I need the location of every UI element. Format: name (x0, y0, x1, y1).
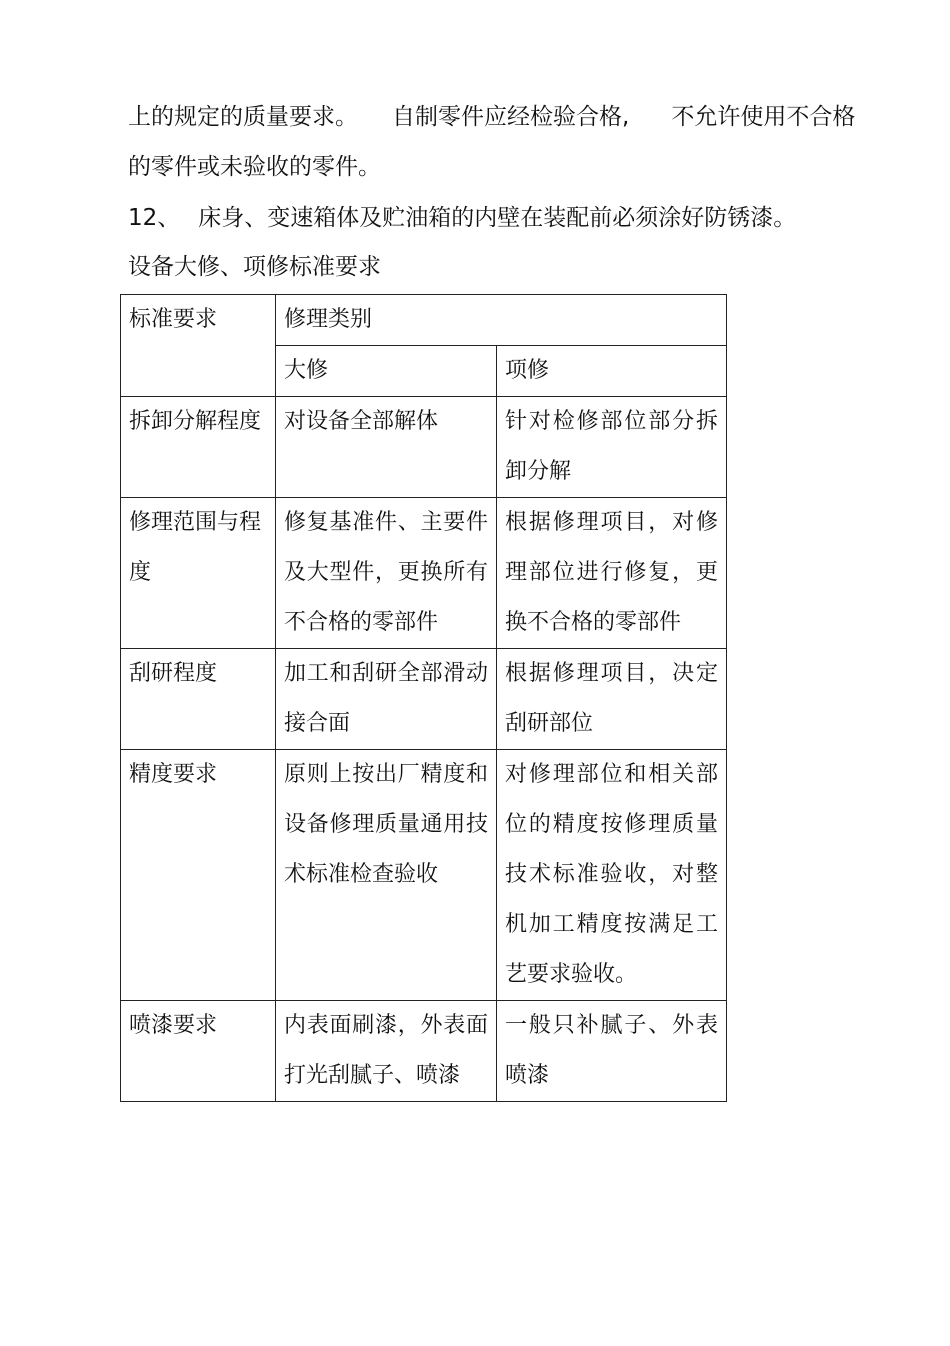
item-repair-cell: 对修理部位和相关部位的精度按修理质量技术标准验收，对整机加工精度按满足工艺要求验收。 (497, 750, 727, 1001)
table-header-row (121, 295, 727, 346)
major-repair-cell: 修复基准件、主要件及大型件，更换所有不合格的零部件 (276, 498, 497, 649)
major-repair-cell: 原则上按出厂精度和设备修理质量通用技术标准检查验收 (276, 750, 497, 1001)
row-label: 拆卸分解程度 (121, 397, 276, 498)
paragraph-line-2: 的零件或未验收的零件。 (128, 154, 381, 180)
major-repair-cell: 加工和刮研全部滑动接合面 (276, 649, 497, 750)
row-label: 喷漆要求 (121, 1001, 276, 1102)
paragraph-text-segment: 自制零件应经检验合格, (392, 104, 630, 130)
row-label: 刮研程度 (121, 649, 276, 750)
header-major-repair: 大修 (276, 346, 497, 397)
item-repair-cell: 根据修理项目，对修理部位进行修复，更换不合格的零部件 (497, 498, 727, 649)
table-row (121, 397, 727, 498)
standards-table (120, 294, 727, 1102)
major-repair-cell: 内表面刷漆，外表面打光刮腻子、喷漆 (276, 1001, 497, 1102)
item-repair-cell: 根据修理项目，决定刮研部位 (497, 649, 727, 750)
list-item-number: 12、 (128, 205, 181, 231)
row-label: 修理范围与程度 (121, 498, 276, 649)
header-item-repair: 项修 (497, 346, 727, 397)
major-repair-cell: 对设备全部解体 (276, 397, 497, 498)
item-repair-cell: 针对检修部位部分拆卸分解 (497, 397, 727, 498)
table-row (121, 750, 727, 1001)
table-row (121, 649, 727, 750)
paragraph-text-segment: 上的规定的质量要求。 (128, 104, 358, 130)
header-repair-category: 修理类别 (276, 295, 727, 346)
paragraph-text-segment: 不允许使用不合格 (671, 104, 856, 130)
header-standard-requirement: 标准要求 (121, 295, 276, 397)
item-repair-cell: 一般只补腻子、外表喷漆 (497, 1001, 727, 1102)
table-row (121, 498, 727, 649)
table-title: 设备大修、项修标准要求 (128, 254, 381, 280)
paragraph-line-1 (128, 102, 855, 132)
table-row (121, 1001, 727, 1102)
list-item-text: 床身、变速箱体及贮油箱的内壁在装配前必须涂好防锈漆。 (198, 205, 797, 231)
row-label: 精度要求 (121, 750, 276, 1001)
list-item-12 (128, 203, 796, 233)
